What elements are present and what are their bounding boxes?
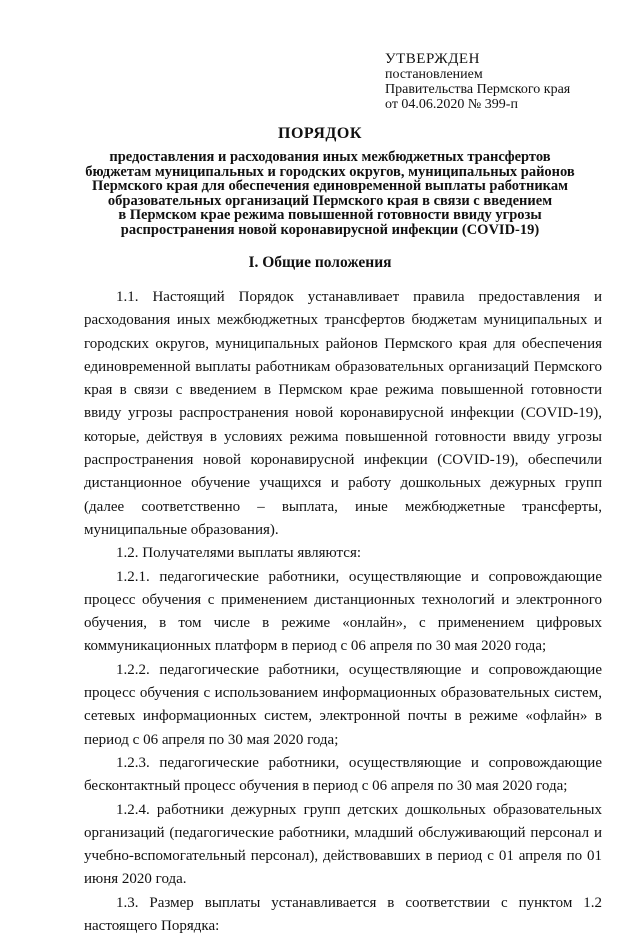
document-subtitle: [80, 150, 580, 237]
section-heading: I. Общие положения: [248, 254, 392, 271]
subtitle-line: предоставления и расходования иных межбюджетных трансфертов: [109, 149, 551, 165]
document-body: [84, 286, 602, 938]
subtitle-line: бюджетам муниципальных и городских округов, муниципальных районов: [85, 163, 575, 180]
paragraph-1-2-1: 1.2.1. педагогические работники, осуществляющие и сопровождающие процесс обучения с применением дистанционных технологий и электронного обучения, в том числе в режиме «онлайн», с применением цифровых коммуникационных платформ в период с 06 апреля по 30 мая 2020 года;: [84, 568, 602, 655]
paragraph-1-2-2: 1.2.2. педагогические работники, осуществляющие и сопровождающие процесс обучения с использованием информационных образовательных систем, сетевых информационных систем, электронной почты в режиме «офлайн» в период с 06 апреля по 30 мая 2020 года;: [84, 661, 602, 748]
approval-heading: УТВЕРЖДЕН: [385, 51, 480, 67]
approval-stamp: [385, 52, 570, 112]
subtitle-line: распространения новой коронавирусной инфекции (COVID-19): [120, 221, 540, 238]
paragraph-1-3: 1.3. Размер выплаты устанавливается в соответствии с пунктом 1.2 настоящего Порядка:: [84, 894, 602, 935]
subtitle-line: в Пермском крае режима повышенной готовности ввиду угрозы: [118, 207, 542, 223]
paragraph-1-2-3: 1.2.3. педагогические работники, осуществляющие и сопровождающие бесконтактный процесс обучения в период с 06 апреля по 30 мая 2020 года;: [84, 754, 602, 795]
paragraph-1-2: 1.2. Получателями выплаты являются:: [116, 545, 362, 562]
approval-line-1: постановлением: [385, 67, 483, 82]
paragraph-1-2-4: 1.2.4. работники дежурных групп детских дошкольных образовательных организаций (педагогические работники, младший обслуживающий персонал и учебно-вспомогательный персонал), действовавших в период с 01 апреля по 01 июня 2020 года.: [84, 801, 602, 888]
document-title: ПОРЯДОК: [278, 125, 362, 142]
paragraph-1-1: 1.1. Настоящий Порядок устанавливает правила предоставления и расходования иных межбюджетных трансфертов бюджетам муниципальных и городских округов, муниципальных районов Пермского края для обеспечения единовременной выплаты работникам образовательных организаций Пермского края в связи с введением в Пермском крае режима повышенной готовности ввиду угрозы распространения новой коронавирусной инфекции (COVID-19), которые, действуя в условиях режима повышенной готовности ввиду угрозы распространения новой коронавирусной инфекции (COVID-19), обеспечили дистанционное обучение учащихся и работу дошкольных дежурных групп (далее соответственно – выплата, иные межбюджетные трансферты, муниципальные образования).: [84, 289, 602, 538]
subtitle-line: образовательных организаций Пермского края в связи с введением: [107, 192, 553, 209]
subtitle-line: Пермского края для обеспечения единовременной выплаты работникам: [92, 178, 568, 194]
approval-line-2: Правительства Пермского края: [385, 82, 571, 97]
approval-line-3: от 04.06.2020 № 399-п: [385, 97, 518, 112]
